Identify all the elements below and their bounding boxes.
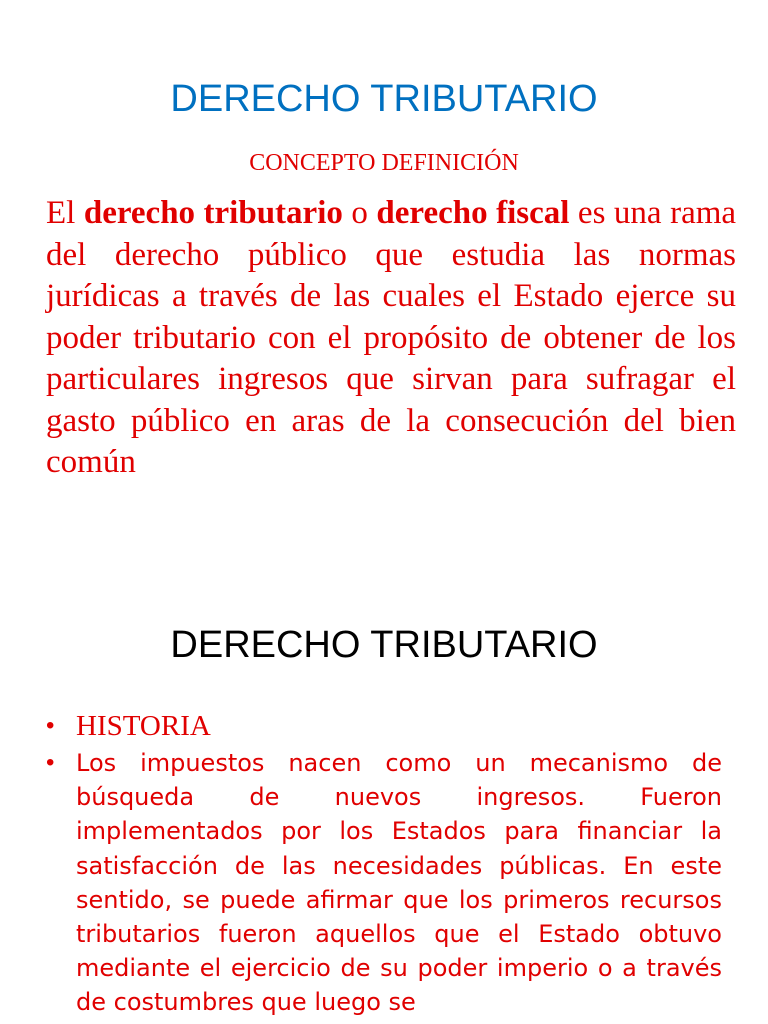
bullet-icon: • bbox=[46, 712, 55, 739]
definition-text-3: es una rama del derecho público que estudia las normas jurídicas a través de las cuales el Estado ejerce su poder tributario con el propósito de obtener de los particulares ingresos que sirvan para sufragar el gasto público en aras de la consecución del bien común bbox=[46, 195, 737, 480]
term-derecho-fiscal: derecho fiscal bbox=[376, 195, 570, 231]
definition-paragraph bbox=[46, 193, 736, 484]
bullet-item-historia bbox=[46, 708, 722, 744]
bullet-text: Los impuestos nacen como un mecanismo de búsqueda de nuevos ingresos. Fueron implementados por los Estados para financiar la satisfacción de las necesidades públicas. En este sentido, se puede afirmar que los primeros recursos tributarios fueron aquellos que el Estado obtuvo mediante el ejercicio de su poder imperio o a través de costumbres que luego se bbox=[76, 749, 722, 1017]
slide-title: DERECHO TRIBUTARIO bbox=[170, 78, 598, 120]
definition-text-2: o bbox=[342, 195, 377, 231]
term-derecho-tributario: derecho tributario bbox=[83, 195, 343, 231]
definition-text-1: El bbox=[46, 195, 84, 231]
slide-subtitle: CONCEPTO DEFINICIÓN bbox=[249, 150, 519, 176]
slide-historia bbox=[0, 560, 768, 1024]
bullet-list bbox=[46, 708, 722, 1020]
bullet-item-impuestos bbox=[46, 746, 722, 1020]
bullet-text: HISTORIA bbox=[76, 710, 211, 742]
bullet-icon: • bbox=[46, 749, 55, 776]
slide-title: DERECHO TRIBUTARIO bbox=[170, 624, 598, 666]
